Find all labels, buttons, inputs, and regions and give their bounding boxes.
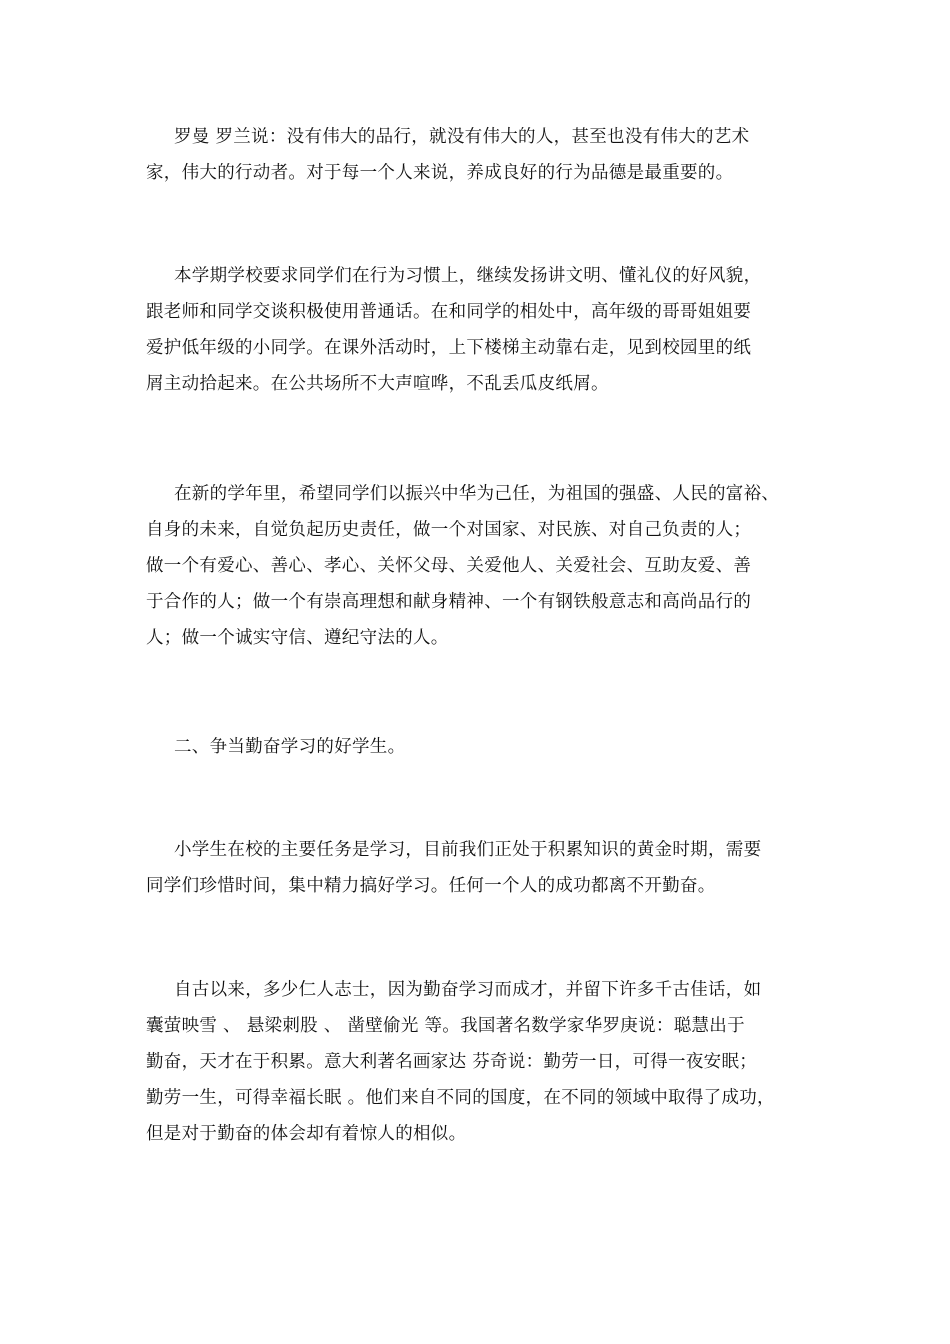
text-line: 同学们珍惜时间，集中精力搞好学习。任何一个人的成功都离不开勤奋。 bbox=[146, 876, 716, 896]
text-line: 但是对于勤奋的体会却有着惊人的相似。 bbox=[146, 1124, 467, 1144]
text-line: 跟老师和同学交谈积极使用普通话。在和同学的相处中，高年级的哥哥姐姐要 bbox=[146, 302, 752, 322]
text-line: 于合作的人；做一个有崇高理想和献身精神、一个有钢铁般意志和高尚品行的 bbox=[146, 592, 752, 612]
text-line: 勤劳一生，可得幸福长眠 。他们来自不同的国度，在不同的领域中取得了成功， bbox=[146, 1088, 775, 1108]
paragraph-3 bbox=[146, 476, 826, 656]
text-line: 勤奋，天才在于积累。意大利著名画家达 芬奇说：勤劳一日，可得一夜安眠； bbox=[146, 1052, 758, 1072]
text-line: 囊萤映雪 、 悬梁刺股 、 凿壁偷光 等。我国著名数学家华罗庚说：聪慧出于 bbox=[146, 1016, 745, 1036]
text-line: 罗曼 罗兰说：没有伟大的品行，就没有伟大的人，甚至也没有伟大的艺术 bbox=[174, 127, 750, 147]
heading-text: 二、争当勤奋学习的好学生。 bbox=[174, 737, 406, 757]
text-line: 自身的未来，自觉负起历史责任，做一个对国家、对民族、对自己负责的人； bbox=[146, 520, 752, 540]
text-line: 做一个有爱心、善心、孝心、关怀父母、关爱他人、关爱社会、互助友爱、善 bbox=[146, 556, 752, 576]
text-line: 本学期学校要求同学们在行为习惯上，继续发扬讲文明、懂礼仪的好风貌， bbox=[174, 266, 762, 286]
text-line: 人；做一个诚实守信、遵纪守法的人。 bbox=[146, 628, 449, 648]
paragraph-2 bbox=[146, 258, 826, 402]
text-line: 爱护低年级的小同学。在课外活动时，上下楼梯主动靠右走，见到校园里的纸 bbox=[146, 338, 752, 358]
text-line: 在新的学年里，希望同学们以振兴中华为己任，为祖国的强盛、人民的富裕、 bbox=[174, 484, 780, 504]
section-heading bbox=[146, 729, 826, 765]
paragraph-4 bbox=[146, 832, 826, 904]
text-line: 小学生在校的主要任务是学习，目前我们正处于积累知识的黄金时期，需要 bbox=[174, 840, 762, 860]
text-line: 自古以来，多少仁人志士，因为勤奋学习而成才，并留下许多千古佳话，如 bbox=[174, 980, 762, 1000]
text-line: 家，伟大的行动者。对于每一个人来说，养成良好的行为品德是最重要的。 bbox=[146, 163, 734, 183]
paragraph-1 bbox=[146, 119, 826, 191]
paragraph-5 bbox=[146, 972, 826, 1152]
text-line: 屑主动拾起来。在公共场所不大声喧哗，不乱丢瓜皮纸屑。 bbox=[146, 374, 609, 394]
